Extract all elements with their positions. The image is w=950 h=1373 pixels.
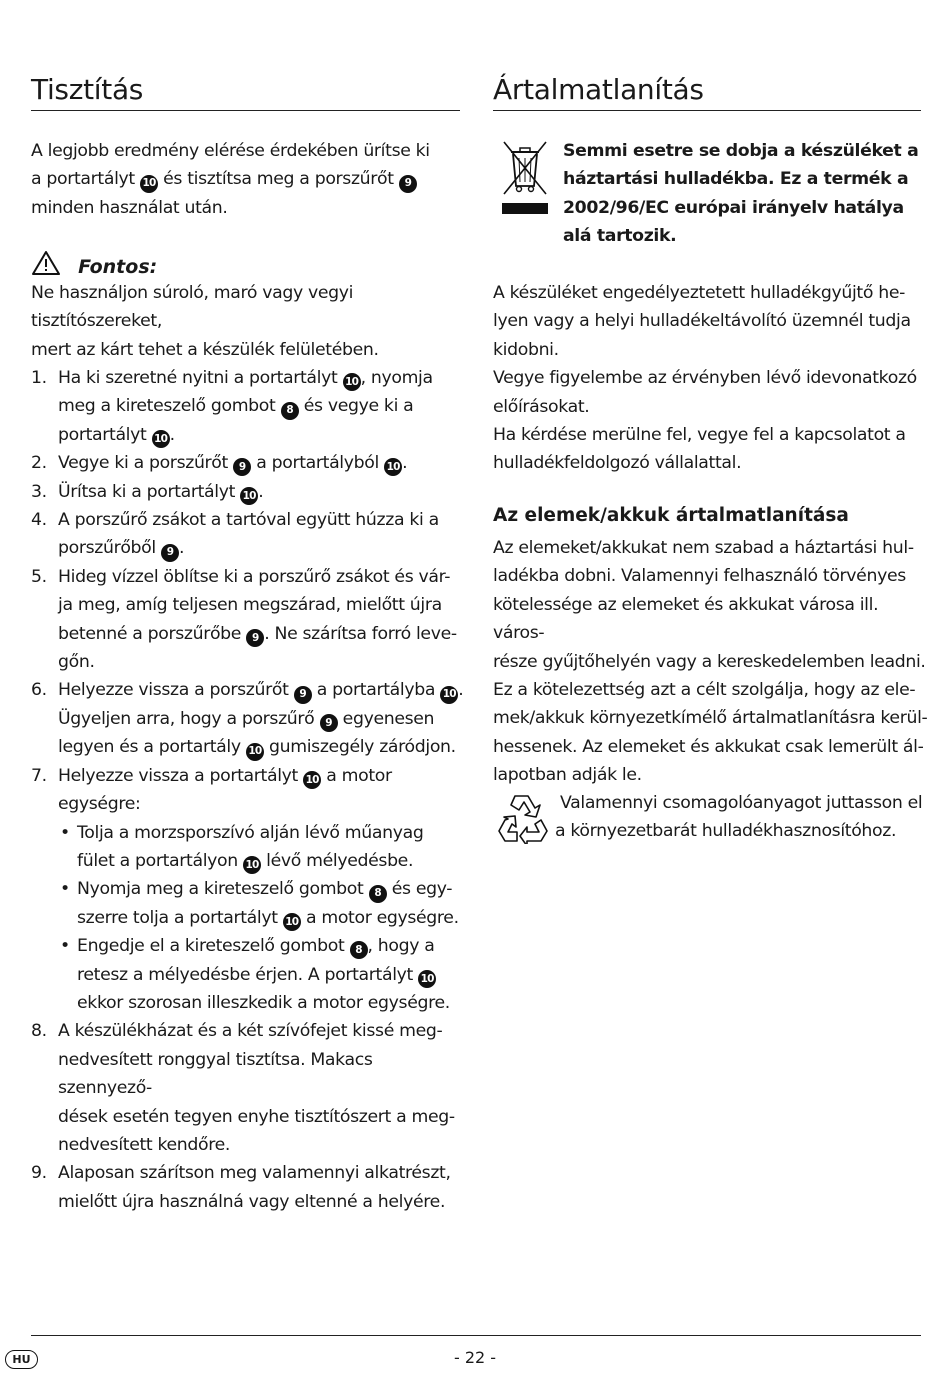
- step-line: [77, 819, 466, 847]
- step-line: [77, 847, 466, 875]
- part-number-badge: 10: [246, 743, 264, 761]
- step-item: [31, 478, 466, 506]
- step-text: ja meg, amíg teljesen megszárad, mielőtt újra: [58, 595, 442, 616]
- step-line: [58, 421, 466, 449]
- section-title-cleaning: Tisztítás: [31, 73, 144, 106]
- step-number: 8.: [31, 1021, 47, 1042]
- step-item: [31, 1017, 466, 1159]
- step-line: [77, 904, 466, 932]
- step-line: [77, 932, 466, 960]
- part-number-badge: 9: [399, 175, 417, 193]
- step-item: [31, 364, 466, 449]
- part-number-badge: 10: [384, 458, 402, 476]
- cleaning-steps-list: [31, 364, 466, 1216]
- step-text: Nyomja meg a kireteszelő gombot: [77, 879, 369, 900]
- warning-triangle-icon: [31, 250, 61, 280]
- step-line: [58, 1131, 466, 1159]
- part-number-badge: 10: [152, 430, 170, 448]
- step-text: Ürítsa ki a portartályt: [58, 481, 241, 502]
- title-rule: [493, 110, 921, 111]
- important-heading: [31, 250, 157, 280]
- step-text: Helyezze vissza a portartályt: [58, 765, 304, 786]
- part-number-badge: 10: [140, 175, 158, 193]
- battery-heading: Az elemek/akkuk ártalmatlanítása: [493, 505, 849, 526]
- step-item: [31, 506, 466, 563]
- step-text: Ha ki szeretné nyitni a portartályt: [58, 368, 343, 388]
- step-line: [58, 648, 466, 676]
- step-text: Alaposan szárítson meg valamennyi alkatrészt,: [58, 1163, 451, 1184]
- intro-line: a portartályt 10 és tisztítsa meg a porszűrőt 9: [31, 165, 471, 193]
- disposal-paragraph: A készüléket engedélyeztetett hulladékgyűjtő he- lyen vagy a helyi hulladékeltávolító üzemnél tudja kidobni. Vegye figyelembe az érvényben lévő idevonatkozó előírásokat. Ha kérdése merülne fel, vegye fel a kapcsolatot a hulladékfeldolgozó vállalattal.: [493, 283, 917, 474]
- step-text: mielőtt újra használná vagy eltenné a helyére.: [58, 1191, 446, 1212]
- step-line: [77, 961, 466, 989]
- battery-paragraph: Az elemeket/akkukat nem szabad a háztartási hul- ladékba dobni. Valamennyi felhasználó törvényes kötelessége az elemeket és akkukat városa ill. város- része gyűjtőhelyén vagy a kereskedelemben leadni. Ez a kötelezettség azt a célt szolgálja, hogy az ele- mek/akkuk környezetkímélő ártalmatlanításra kerül- hessenek. Az elemeket és akkukat csak lemerült ál- lapotban adják le.: [493, 538, 928, 786]
- step-text: .: [258, 481, 264, 502]
- step-line: [58, 705, 466, 733]
- disposal-warning: Semmi esetre se dobja a készüléket a háztartási hulladékba. Ez a termék a 2002/96/EC európai irányelv hatálya alá tartozik.: [563, 141, 919, 247]
- part-number-badge: 10: [440, 686, 458, 704]
- sub-step-list: [58, 819, 466, 1018]
- part-number-badge: 9: [246, 629, 264, 647]
- step-line: [58, 1159, 466, 1187]
- important-label: Fontos:: [78, 256, 158, 278]
- step-number: 7.: [31, 765, 47, 786]
- step-text: meg a kireteszelő gombot: [58, 396, 281, 417]
- step-text: retesz a mélyedésbe érjen. A portartályt: [77, 964, 419, 985]
- part-number-badge: 10: [303, 771, 321, 789]
- step-text: portartályt: [58, 424, 152, 445]
- step-text: ekkor szorosan illeszkedik a motor egységre.: [77, 992, 450, 1013]
- step-text: gumiszegély záródjon.: [263, 737, 456, 758]
- step-text: .: [402, 453, 408, 474]
- part-number-badge: 8: [281, 402, 299, 420]
- step-number: 5.: [31, 566, 47, 587]
- step-item: [31, 449, 466, 477]
- page-number: - 22 -: [453, 1348, 497, 1367]
- step-number: 9.: [31, 1163, 47, 1184]
- sub-step-item: [58, 875, 466, 932]
- step-text: a portartályból: [251, 453, 385, 474]
- section-title-disposal: Ártalmatlanítás: [493, 73, 704, 106]
- step-line: [58, 620, 466, 648]
- intro-line: minden használat után.: [31, 197, 228, 218]
- step-text: egyenesen: [337, 708, 435, 729]
- important-text: Ne használjon súroló, maró vagy vegyi tisztítószereket, mert az kárt tehet a készülék felületében.: [31, 283, 379, 360]
- part-number-badge: 10: [240, 487, 258, 505]
- step-text: a portartályba: [311, 680, 441, 701]
- part-number-badge: 10: [243, 856, 261, 874]
- step-line: [58, 506, 466, 534]
- step-line: [58, 449, 466, 477]
- sub-step-item: [58, 932, 466, 1017]
- step-text: és vegye ki a: [298, 396, 414, 417]
- step-line: [58, 1046, 466, 1103]
- step-number: 2.: [31, 453, 47, 474]
- step-text: .: [179, 538, 185, 559]
- step-text: .: [169, 424, 175, 445]
- step-text: , nyomja: [360, 368, 433, 388]
- step-line: [58, 534, 466, 562]
- step-text: A készülékházat és a két szívófejet kissé meg-: [58, 1021, 443, 1042]
- step-line: [58, 762, 466, 819]
- recycle-icon: [495, 790, 551, 848]
- step-number: 6.: [31, 680, 47, 701]
- step-item: [31, 1159, 466, 1216]
- step-text: .: [458, 680, 464, 701]
- step-text: Vegye ki a porszűrőt: [58, 453, 234, 474]
- step-text: a motor egységre:: [58, 765, 392, 815]
- step-item: [31, 676, 466, 761]
- step-text: , hogy a: [367, 936, 435, 957]
- step-number: 4.: [31, 510, 47, 531]
- step-text: gőn.: [58, 652, 95, 673]
- step-text: és egy-: [386, 879, 453, 900]
- step-item: [31, 563, 466, 677]
- step-text: Helyezze vissza a porszűrőt: [58, 680, 294, 701]
- step-line: [58, 364, 466, 392]
- step-line: [77, 875, 466, 903]
- step-line: [58, 591, 466, 619]
- step-text: Engedje el a kireteszelő gombot: [77, 936, 350, 957]
- step-number: 3.: [31, 481, 47, 502]
- step-number: 1.: [31, 368, 47, 388]
- step-line: [58, 1017, 466, 1045]
- step-text: dések esetén tegyen enyhe tisztítószert a meg-: [58, 1106, 455, 1127]
- part-number-badge: 9: [320, 714, 338, 732]
- intro-line: A legjobb eredmény elérése érdekében ürítse ki: [31, 141, 430, 161]
- part-number-badge: 9: [294, 686, 312, 704]
- step-text: betenné a porszűrőbe: [58, 623, 247, 644]
- sub-step-item: [58, 819, 466, 876]
- step-item: [31, 762, 466, 1018]
- step-text: A porszűrő zsákot a tartóval együtt húzza ki a: [58, 510, 439, 531]
- crossed-bin-icon: [500, 138, 550, 222]
- step-text: szerre tolja a portartályt: [77, 907, 283, 928]
- step-line: [58, 478, 466, 506]
- step-text: nedvesített kendőre.: [58, 1134, 231, 1155]
- step-text: lévő mélyedésbe.: [261, 850, 414, 871]
- step-line: [58, 563, 466, 591]
- step-text: Hideg vízzel öblítse ki a porszűrő zsákot és vár-: [58, 566, 451, 587]
- part-number-badge: 10: [283, 913, 301, 931]
- step-text: legyen és a portartály: [58, 737, 246, 758]
- step-line: [58, 733, 466, 761]
- step-line: [58, 1188, 466, 1216]
- step-text: a motor egységre.: [300, 907, 459, 928]
- footer-rule: [31, 1335, 921, 1336]
- intro-paragraph: [31, 137, 471, 222]
- step-line: [58, 676, 466, 704]
- step-line: [58, 1103, 466, 1131]
- step-line: [77, 989, 466, 1017]
- part-number-badge: 8: [369, 885, 387, 903]
- part-number-badge: 10: [343, 373, 361, 391]
- part-number-badge: 10: [418, 970, 436, 988]
- part-number-badge: 8: [350, 941, 368, 959]
- step-text: fület a portartályon: [77, 850, 244, 871]
- step-text: nedvesített ronggyal tisztítsa. Makacs szennyező-: [58, 1049, 373, 1099]
- part-number-badge: 9: [233, 458, 251, 476]
- title-rule: [31, 110, 460, 111]
- step-line: [58, 392, 466, 420]
- step-text: Tolja a morzsporszívó alján lévő műanyag: [77, 822, 424, 843]
- step-text: Ügyeljen arra, hogy a porszűrő: [58, 708, 320, 729]
- step-text: porszűrőből: [58, 538, 161, 559]
- language-badge: HU: [5, 1350, 38, 1369]
- part-number-badge: 9: [161, 544, 179, 562]
- recycle-text: Valamennyi csomagolóanyagot juttasson el a környezetbarát hulladékhasznosítóhoz.: [555, 793, 923, 842]
- step-text: . Ne szárítsa forró leve-: [264, 623, 457, 644]
